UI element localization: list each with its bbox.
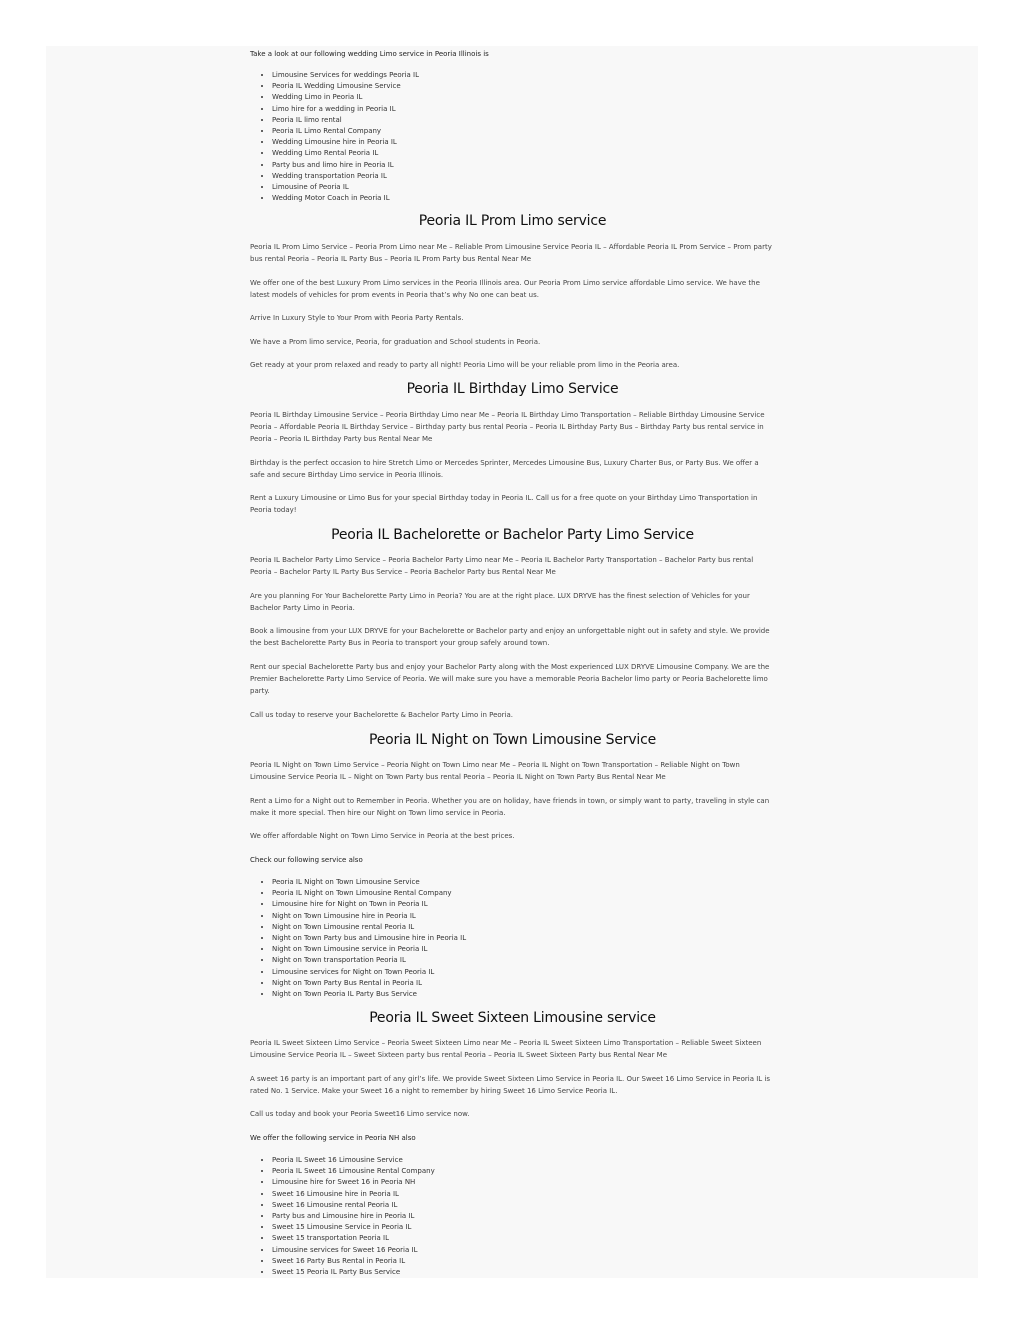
list-item: • Sweet 15 Peoria IL Party Bus Service xyxy=(272,1267,797,1278)
prom-paragraph: We offer one of the best Luxury Prom Limo services in the Peoria Illinois area. Our Peoria Prom Limo service affordable Limo service. We have the latest models of vehicles for prom events in Peoria that’s why No one can beat us. xyxy=(250,279,760,299)
list-item: • Sweet 16 Limousine hire in Peoria IL xyxy=(272,1189,797,1200)
list-item: • Party bus and limo hire in Peoria IL xyxy=(272,160,797,171)
list-item: • Night on Town Limousine service in Peoria IL xyxy=(272,944,797,955)
night-paragraph: Peoria IL Night on Town Limo Service – Peoria Night on Town Limo near Me – Peoria IL Night on Town Transportation – Reliable Night on Town Limousine Service Peoria IL – Night on Town Party bus rental Peoria – Peoria IL Night on Town Party Bus Rental Near Me xyxy=(250,761,740,781)
birthday-paragraph: Peoria IL Birthday Limousine Service – Peoria Birthday Limo near Me – Peoria IL Birthday Limo Transportation – Reliable Birthday Limousine Service Peoria – Affordable Peoria IL Birthday Service – Birthday party bus rental Peoria – Peoria IL Birthday Party Bus – Birthday Party bus rental service in Peoria – Peoria IL Birthday Party bus Rental Near Me xyxy=(250,411,765,443)
list-item: • Sweet 15 transportation Peoria IL xyxy=(272,1233,797,1244)
prom-heading: Peoria IL Prom Limo service xyxy=(418,213,607,229)
bachelor-paragraph: Book a limousine from your LUX DRYVE for your Bachelorette or Bachelor party and enjoy an unforgettable night out in safety and style. We provide the best Bachelorette Party Bus in Peoria to transport your group safely around town. xyxy=(250,627,770,647)
night-paragraph: Rent a Limo for a Night out to Remember in Peoria. Whether you are on holiday, have friends in town, or simply want to party, traveling in style can make it more special. Then hire our Night on Town limo service in Peoria. xyxy=(250,797,770,817)
list-item: • Night on Town Party Bus Rental in Peoria IL xyxy=(272,978,797,989)
night-service-list xyxy=(250,877,797,1000)
sweet-paragraph: Peoria IL Sweet Sixteen Limo Service – Peoria Sweet Sixteen Limo near Me – Peoria IL Sweet Sixteen Limo Transportation – Reliable Sweet Sixteen Limousine Service Peoria IL – Sweet Sixteen party bus rental Peoria – Peoria IL Sweet Sixteen Party bus Rental Near Me xyxy=(250,1039,762,1059)
wedding-service-list xyxy=(250,70,797,204)
list-item: • Limousine hire for Sweet 16 in Peoria NH xyxy=(272,1177,797,1188)
list-item: • Night on Town Party bus and Limousine hire in Peoria IL xyxy=(272,933,797,944)
list-item: • Limousine services for Night on Town Peoria IL xyxy=(272,967,797,978)
list-item: • Limo hire for a wedding in Peoria IL xyxy=(272,104,797,115)
list-item: • Wedding Limo Rental Peoria IL xyxy=(272,148,797,159)
sweet-service-list xyxy=(250,1155,797,1278)
birthday-paragraph: Birthday is the perfect occasion to hire Stretch Limo or Mercedes Sprinter, Mercedes Limousine Bus, Luxury Charter Bus, or Party Bus. We offer a safe and secure Birthday Limo service in Peoria Illinois. xyxy=(250,459,759,479)
list-item: • Sweet 16 Party Bus Rental in Peoria IL xyxy=(272,1256,797,1267)
list-item: • Peoria IL Night on Town Limousine Rental Company xyxy=(272,888,797,899)
sweet-heading: Peoria IL Sweet Sixteen Limousine service xyxy=(369,1010,656,1026)
list-item: • Wedding transportation Peoria IL xyxy=(272,171,797,182)
sweet-paragraph: Call us today and book your Peoria Sweet16 Limo service now. xyxy=(250,1110,470,1118)
list-item: • Night on Town Limousine hire in Peoria IL xyxy=(272,911,797,922)
list-item: • Peoria IL Limo Rental Company xyxy=(272,126,797,137)
list-item: • Wedding Limo in Peoria IL xyxy=(272,92,797,103)
sweet-paragraph: A sweet 16 party is an important part of any girl’s life. We provide Sweet Sixteen Limo Service in Peoria IL. Our Sweet 16 Limo Service in Peoria IL is rated No. 1 Service. Make your Sweet 16 a night to remember by hiring Sweet 16 Limo Service Peoria IL. xyxy=(250,1075,770,1095)
list-item: • Limousine of Peoria IL xyxy=(272,182,797,193)
list-item: • Party bus and Limousine hire in Peoria IL xyxy=(272,1211,797,1222)
bachelor-paragraph: Rent our special Bachelorette Party bus and enjoy your Bachelor Party along with the Most experienced LUX DRYVE Limousine Company. We are the Premier Bachelorette Party Limo Service of Peoria. We will make sure you have a memorable Peoria Bachelor limo party or Peoria Bachelorette limo party. xyxy=(250,663,770,695)
intro-lead: Take a look at our following wedding Limo service in Peoria Illinois is xyxy=(250,50,489,58)
list-item: • Wedding Motor Coach in Peoria IL xyxy=(272,193,797,204)
list-item: • Limousine services for Sweet 16 Peoria IL xyxy=(272,1245,797,1256)
prom-paragraph: Arrive In Luxury Style to Your Prom with Peoria Party Rentals. xyxy=(250,314,464,322)
bachelor-heading: Peoria IL Bachelorette or Bachelor Party Limo Service xyxy=(331,527,694,543)
prom-paragraph: Get ready at your prom relaxed and ready to party all night! Peoria Limo will be your reliable prom limo in the Peoria area. xyxy=(250,361,680,369)
intro-section xyxy=(250,48,775,60)
night-paragraph: We offer affordable Night on Town Limo Service in Peoria at the best prices. xyxy=(250,832,515,840)
list-item: • Night on Town transportation Peoria IL xyxy=(272,955,797,966)
list-item: • Sweet 15 Limousine Service in Peoria IL xyxy=(272,1222,797,1233)
bachelor-paragraph: Peoria IL Bachelor Party Limo Service – Peoria Bachelor Party Limo near Me – Peoria IL Bachelor Party Transportation – Bachelor Party bus rental Peoria – Bachelor Party IL Party Bus Service – Peoria Bachelor Party bus Rental Near Me xyxy=(250,556,754,576)
bachelor-paragraph: Call us today to reserve your Bachelorette & Bachelor Party Limo in Peoria. xyxy=(250,711,514,719)
list-item: • Wedding Limousine hire in Peoria IL xyxy=(272,137,797,148)
list-item: • Peoria IL Night on Town Limousine Service xyxy=(272,877,797,888)
birthday-paragraph: Rent a Luxury Limousine or Limo Bus for your special Birthday today in Peoria IL. Call us for a free quote on your Birthday Limo Transportation in Peoria today! xyxy=(250,494,758,514)
night-list-lead: Check our following service also xyxy=(250,856,363,864)
list-item: • Peoria IL Wedding Limousine Service xyxy=(272,81,797,92)
list-item: • Limousine hire for Night on Town in Peoria IL xyxy=(272,899,797,910)
prom-paragraph: We have a Prom limo service, Peoria, for graduation and School students in Peoria. xyxy=(250,338,541,346)
page-sheet xyxy=(46,46,978,1278)
prom-paragraph: Peoria IL Prom Limo Service – Peoria Prom Limo near Me – Reliable Prom Limousine Service Peoria IL – Affordable Peoria IL Prom Service – Prom party bus rental Peoria – Peoria IL Party Bus – Peoria IL Prom Party bus Rental Near Me xyxy=(250,243,772,263)
list-item: • Night on Town Limousine rental Peoria IL xyxy=(272,922,797,933)
birthday-heading: Peoria IL Birthday Limo Service xyxy=(406,381,619,397)
night-heading: Peoria IL Night on Town Limousine Service xyxy=(368,732,657,748)
list-item: • Limousine Services for weddings Peoria IL xyxy=(272,70,797,81)
sweet-list-lead: We offer the following service in Peoria NH also xyxy=(250,1134,416,1142)
list-item: • Peoria IL Sweet 16 Limousine Rental Company xyxy=(272,1166,797,1177)
list-item: • Peoria IL Sweet 16 Limousine Service xyxy=(272,1155,797,1166)
list-item: • Night on Town Peoria IL Party Bus Service xyxy=(272,989,797,1000)
list-item: • Sweet 16 Limousine rental Peoria IL xyxy=(272,1200,797,1211)
bachelor-paragraph: Are you planning For Your Bachelorette Party Limo in Peoria? You are at the right place. LUX DRYVE has the finest selection of Vehicles for your Bachelor Party Limo in Peoria. xyxy=(250,592,750,612)
list-item: • Peoria IL limo rental xyxy=(272,115,797,126)
